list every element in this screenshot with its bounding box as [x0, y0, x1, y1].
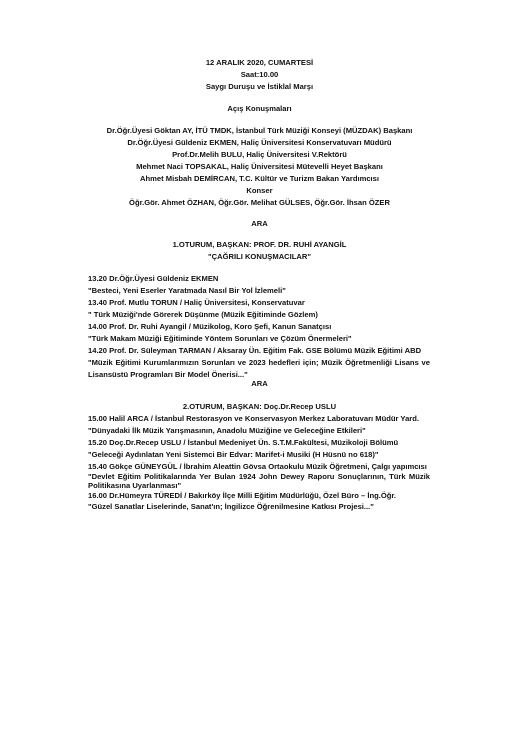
session-1-line: "Türk Makam Müziği Eğitiminde Yöntem Sorunları ve Çözüm Önermeleri": [88, 334, 352, 343]
session-1-line: 13.20 Dr.Öğr.Üyesi Güldeniz EKMEN: [88, 274, 219, 283]
session-1-line: Lisansüstü Programları Bir Model Önerisi...": [88, 370, 248, 379]
session-2-line: Politikasına Uyarlanması": [88, 481, 182, 490]
opening-speaker: Ahmet Misbah DEMİRCAN, T.C. Kültür ve Turizm Bakan Yardımcısı: [140, 174, 379, 183]
opening-speaker: Dr.Öğr.Üyesi Güldeniz EKMEN, Haliç Üniversitesi Konservatuvarı Müdürü: [127, 138, 392, 147]
session-1-line: 13.40 Prof. Mutlu TORUN / Haliç Üniversitesi, Konservatuvar: [88, 298, 305, 307]
session-2-line: 15.20 Doç.Dr.Recep USLU / İstanbul Medeniyet Ün. S.T.M.Fakültesi, Müzikoloji Bölümü: [88, 438, 399, 447]
session-2-line: "Dünyadaki İlk Müzik Yarışmasının, Anadolu Müziğine ve Geleceğine Etkileri": [88, 426, 366, 435]
opening-title: Açış Konuşmaları: [227, 104, 292, 113]
session-1-line: "Müzik Eğitimi Kurumlarımızın Sorunları ve 2023 hedefleri için; Müzik Öğretmenliği Lisans ve: [88, 358, 430, 367]
event-date: 12 ARALIK 2020, CUMARTESİ: [205, 58, 314, 67]
break-label: ARA: [251, 219, 268, 228]
concert-performers: Öğr.Gör. Ahmet ÖZHAN, Öğr.Gör. Melihat GÜLSES, Öğr.Gör. İhsan ÖZER: [129, 198, 390, 207]
opening-speaker: Mehmet Naci TOPSAKAL, Haliç Üniversitesi Mütevelli Heyet Başkanı: [136, 162, 383, 171]
session-2-line: 16.00 Dr.Hümeyra TÜREDİ / Bakırköy İlçe Milli Eğitim Müdürlüğü, Özel Büro – İng.Öğr.: [88, 491, 397, 500]
session-2-line: "Güzel Sanatlar Liselerinde, Sanat'ın; İngilizce Öğrenilmesine Katkısı Projesi...": [88, 502, 374, 511]
session-1-line: 14.20 Prof. Dr. Süleyman TARMAN / Aksaray Ün. Eğitim Fak. GSE Bölümü Müzik Eğitimi ABD: [88, 346, 422, 355]
session-1-title: 1.OTURUM, BAŞKAN: PROF. DR. RUHİ AYANGİL: [172, 240, 347, 249]
event-time: Saat:10.00: [240, 70, 279, 79]
concert-label: Konser: [246, 186, 273, 195]
session-2-line: "Geleceği Aydınlatan Yeni Sistemci Bir Edvar: Marifet-i Musiki (H Hüsnü no 618)": [88, 450, 379, 459]
opening-speaker: Prof.Dr.Melih BULU, Haliç Üniversitesi V.Rektörü: [172, 150, 347, 159]
session-1-line: " Türk Müziği'nde Görerek Düşünme (Müzik Eğitiminde Gözlem): [88, 310, 318, 319]
break-label: ARA: [251, 379, 268, 388]
session-2-line: "Devlet Eğitim Politikalarında Yer Bulan 1924 John Dewey Raporu Sonuçlarının, Türk Müzik: [88, 472, 430, 481]
session-1-line: 14.00 Prof. Dr. Ruhi Ayangil / Müzikolog, Koro Şefi, Kanun Sanatçısı: [88, 322, 332, 331]
opening-speaker: Dr.Öğr.Üyesi Göktan AY, İTÜ TMDK, İstanbul Türk Müziği Konseyi (MÜZDAK) Başkanı: [106, 126, 413, 135]
session-2-title: 2.OTURUM, BAŞKAN: Doç.Dr.Recep USLU: [182, 402, 337, 411]
session-1-subtitle: "ÇAĞRILI KONUŞMACILAR": [208, 252, 311, 261]
session-2-line: 15.00 Halil ARCA / İstanbul Restorasyon ve Konservasyon Merkez Laboratuvarı Müdür Yard.: [88, 414, 419, 423]
session-1-line: "Besteci, Yeni Eserler Yaratmada Nasıl Bir Yol İzlemeli": [88, 286, 286, 295]
session-2-line: 15.40 Gökçe GÜNEYGÜL / İbrahim Aleattin Gövsa Ortaokulu Müzik Öğretmeni, Çalgı yapımcısı: [88, 462, 427, 471]
anthem-line: Saygı Duruşu ve İstiklal Marşı: [205, 82, 314, 91]
